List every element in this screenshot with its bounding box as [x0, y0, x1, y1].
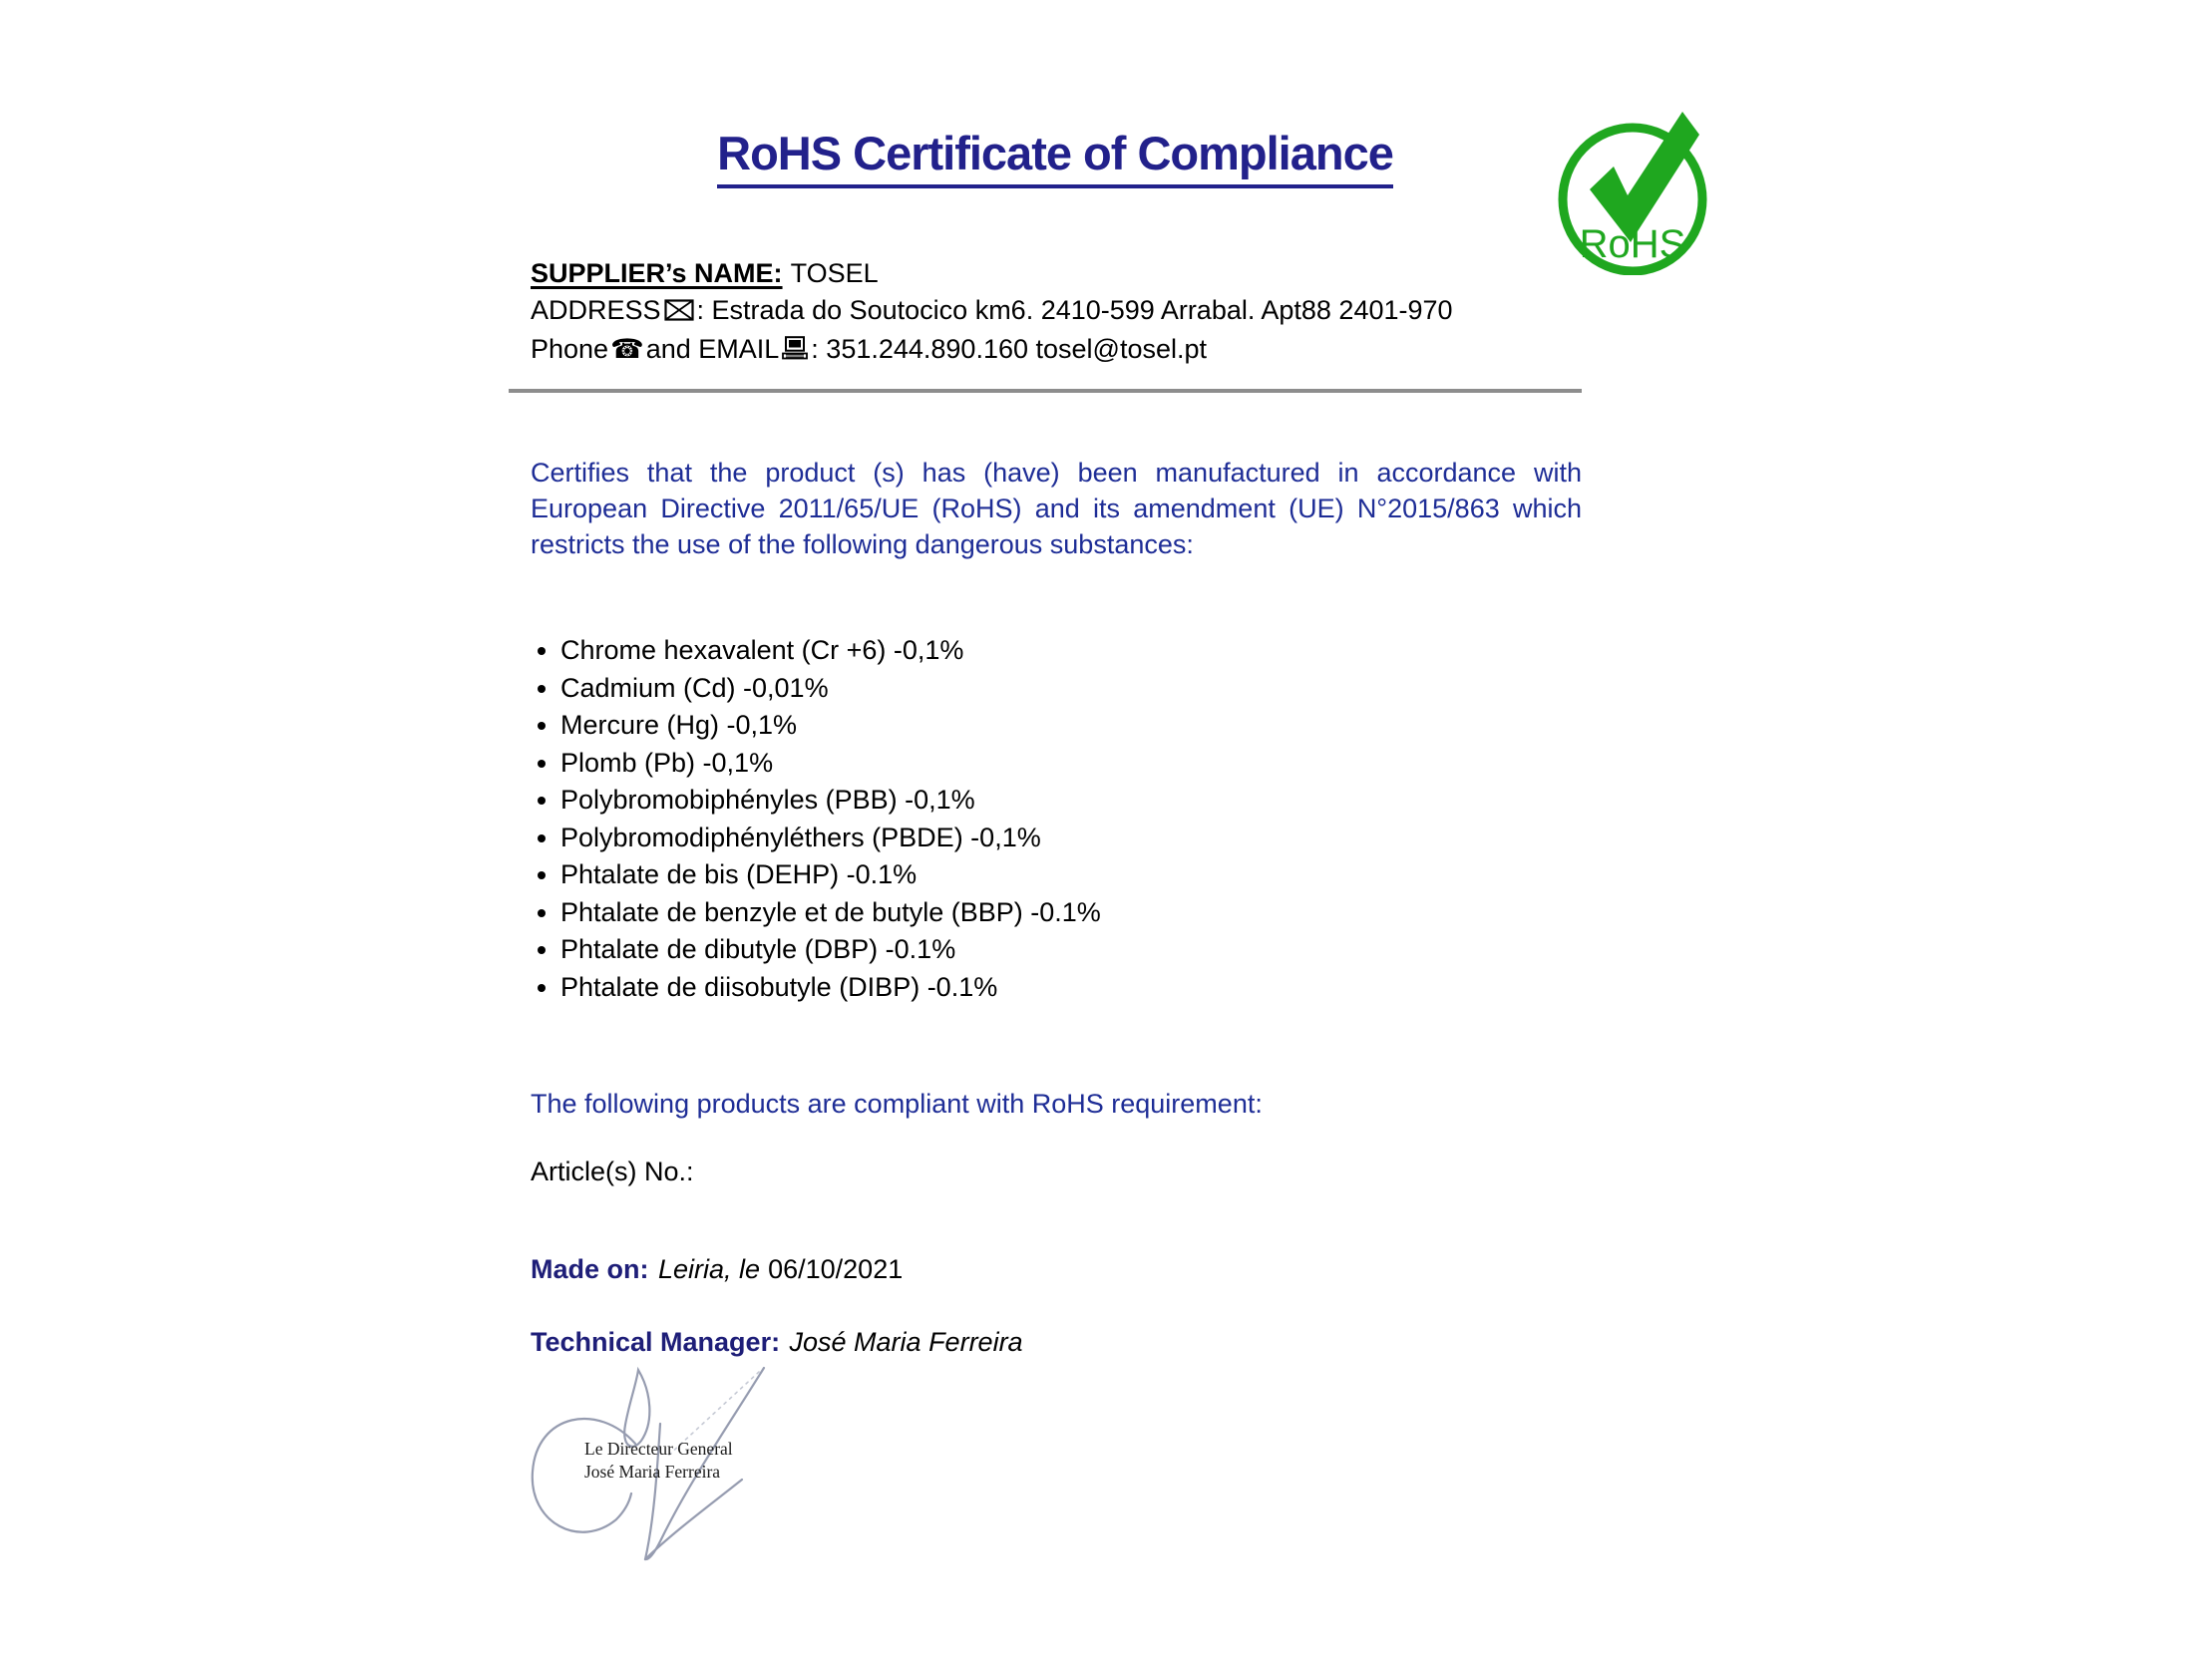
- made-on-line: [531, 1254, 903, 1285]
- supplier-name-line: [531, 255, 1453, 292]
- rohs-logo: [1554, 104, 1711, 275]
- article-number-line: Article(s) No.:: [531, 1157, 694, 1186]
- supplier-name-label: SUPPLIER’s NAME:: [531, 258, 783, 288]
- substance-item: • Polybromodiphényléthers (PBDE) -0,1%: [560, 820, 1101, 857]
- certification-statement: Certifies that the product (s) has (have) been manufactured in accordance with European Directive 2011/65/UE (RoHS) and its amendment (UE) N°2015/863 which restricts the use of the following dangerous substances:: [531, 458, 1582, 559]
- substance-item: • Polybromobiphényles (PBB) -0,1%: [560, 782, 1101, 820]
- title-wrap: [529, 128, 1582, 188]
- separator-line: [509, 389, 1582, 393]
- substance-item: • Plomb (Pb) -0,1%: [560, 745, 1101, 783]
- address-label: ADDRESS: [531, 295, 661, 325]
- made-on-label: Made on:: [531, 1254, 649, 1284]
- signature-block: [511, 1362, 795, 1576]
- phone-label: Phone: [531, 334, 609, 364]
- made-on-date: 06/10/2021: [768, 1254, 904, 1284]
- signature-text: [584, 1438, 733, 1484]
- substance-item: • Chrome hexavalent (Cr +6) -0,1%: [560, 632, 1101, 670]
- substance-item: • Phtalate de benzyle et de butyle (BBP) -0.1%: [560, 894, 1101, 932]
- contact-value: : 351.244.890.160 tosel@tosel.pt: [811, 334, 1207, 364]
- address-value: : Estrada do Soutocico km6. 2410-599 Arrabal. Apt88 2401-970: [696, 295, 1453, 325]
- signature-name: José Maria Ferreira: [584, 1462, 721, 1482]
- telephone-icon: ☎: [610, 334, 644, 365]
- substance-item: • Phtalate de bis (DEHP) -0.1%: [560, 856, 1101, 894]
- supplier-block: [531, 255, 1453, 370]
- substance-item: • Phtalate de diisobutyle (DIBP) -0.1%: [560, 969, 1101, 1007]
- substance-item: • Phtalate de dibutyle (DBP) -0.1%: [560, 931, 1101, 969]
- page-title: RoHS Certificate of Compliance: [717, 128, 1393, 188]
- technical-manager-label: Technical Manager:: [531, 1327, 781, 1357]
- supplier-name-value: TOSEL: [790, 258, 879, 288]
- email-label: and EMAIL: [645, 334, 780, 364]
- supplier-address-line: [531, 292, 1453, 331]
- logo-label: RoHS: [1579, 222, 1686, 266]
- rohs-logo-graphic: [1554, 104, 1711, 275]
- substance-item: • Cadmium (Cd) -0,01%: [560, 670, 1101, 708]
- substance-item: • Mercure (Hg) -0,1%: [560, 707, 1101, 745]
- supplier-contact-line: [531, 331, 1453, 370]
- technical-manager-line: [531, 1327, 1023, 1358]
- computer-icon: [782, 333, 808, 370]
- technical-manager-name: José Maria Ferreira: [789, 1327, 1023, 1357]
- envelope-icon: [664, 294, 694, 331]
- substances-list: [531, 632, 1101, 1006]
- signature-title: Le Directeur General: [584, 1439, 733, 1459]
- compliance-line: The following products are compliant with RoHS requirement:: [531, 1089, 1263, 1119]
- made-on-place: Leiria, le: [657, 1254, 760, 1284]
